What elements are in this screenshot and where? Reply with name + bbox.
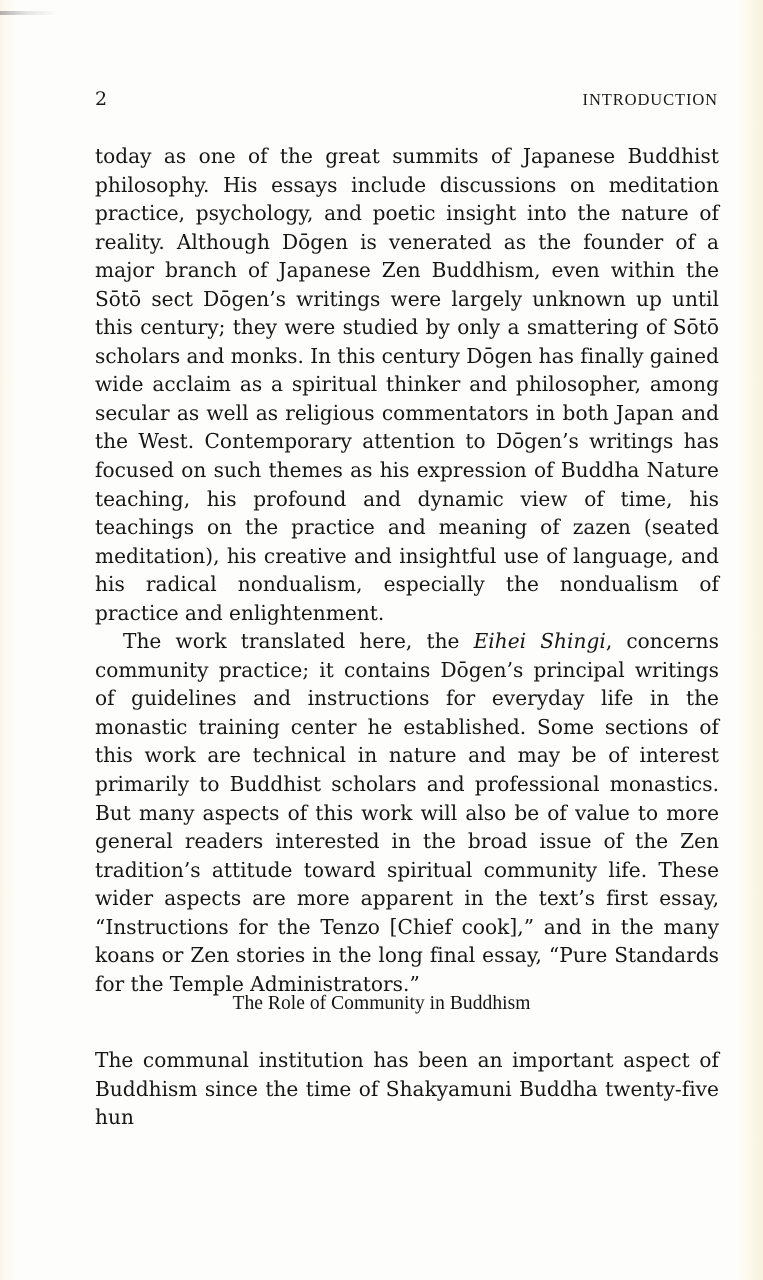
paragraph-2-lead: The work translated here, the bbox=[123, 629, 474, 654]
scan-edge-left bbox=[0, 0, 16, 1280]
running-head bbox=[95, 90, 718, 109]
body-text-block bbox=[95, 142, 719, 998]
section-heading: The Role of Community in Buddhism bbox=[232, 993, 531, 1014]
paragraph-1-text: today as one of the great summits of Japanese Buddhist philosophy. His essays include discussions on meditation practice, psychology, and poetic insight into the nature of reality. Although Dōgen is venerated as the founder of a major branch of Japanese Zen Buddhism, even within the Sōtō sect Dōgen’s writings were largely unknown up until this century; they were studied by only a smattering of Sōtō scholars and monks. In this century Dōgen has finally gained wide acclaim as a spiritual thinker and philosopher, among secular as well as religious commentators in both Japan and the West. Contemporary attention to Dōgen’s writings has focused on such themes as his expression of Buddha Nature teaching, his profound and dynamic view of time, his teachings on the practice and meaning of zazen (seated meditation), his creative and insightful use of language, and his radical nondualism, especially the nondualism of practice and enlightenment. bbox=[95, 144, 719, 625]
paragraph-eihei-shingi bbox=[95, 627, 719, 998]
section-paragraph-1: The communal institution has been an important aspect of Buddhism since the time of Shakyamuni Buddha twenty-five hun bbox=[95, 1048, 719, 1130]
page-number: 2 bbox=[95, 88, 108, 110]
section-body-block bbox=[95, 1046, 719, 1132]
paragraph-2-rest: , concerns community practice; it contains Dōgen’s principal writings of guidelines and instructions for everyday life in the monastic training center he established. Some sections of this work are technical in nature and may be of interest primarily to Buddhist scholars and professional monastics. But many aspects of this work will also be of value to more general readers interested in the broad issue of the Zen tradition’s attitude toward spiritual community life. These wider aspects are more apparent in the text’s first essay, “Instructions for the Tenzo [Chief cook],” and in the many koans or Zen stories in the long final essay, “Pure Standards for the Temple Administrators.” bbox=[95, 629, 719, 996]
book-title-eihei-shingi: Eihei Shingi bbox=[473, 629, 606, 654]
scan-artifact-smudge bbox=[0, 11, 58, 15]
running-title: INTRODUCTION bbox=[582, 90, 718, 109]
scan-edge-right bbox=[737, 0, 763, 1280]
paragraph-continued bbox=[95, 142, 719, 627]
